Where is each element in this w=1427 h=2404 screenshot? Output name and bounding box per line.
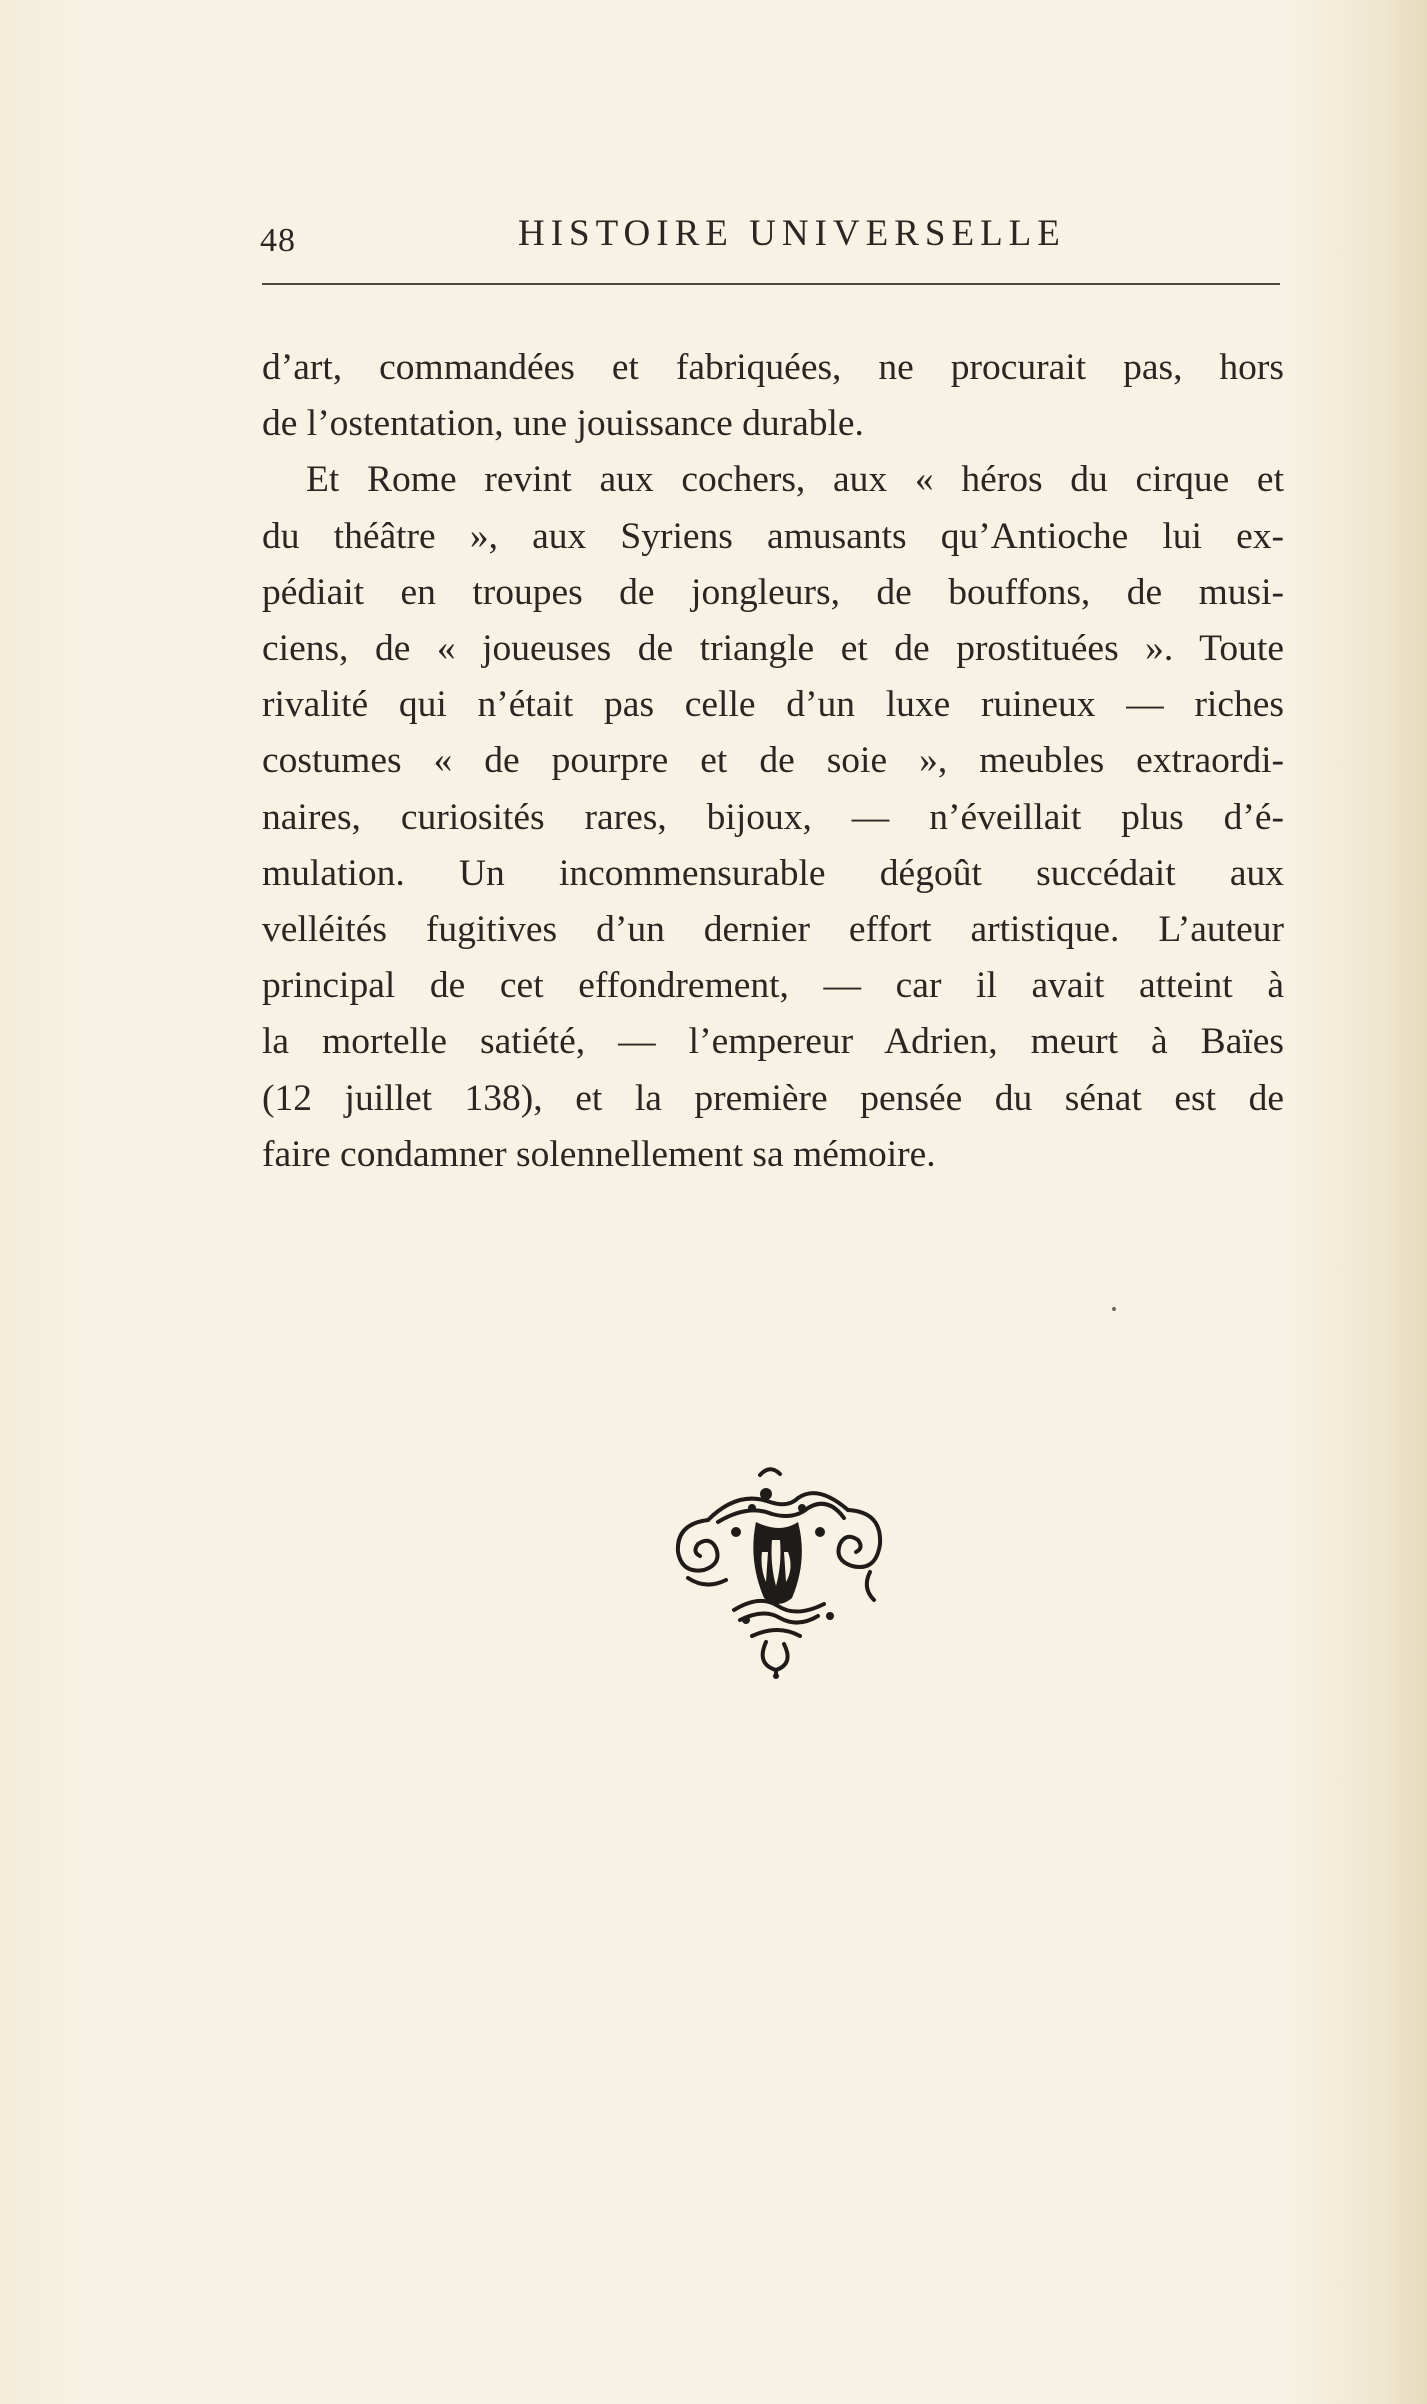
text-line: rivalité qui n’était pas celle d’un luxe ruineux — riches — [262, 684, 1284, 726]
text-line: costumes « de pourpre et de soie », meubles extraordi- — [262, 740, 1284, 782]
text-line: naires, curiosités rares, bijoux, — n’éveillait plus d’é- — [262, 796, 1284, 838]
text-line: pédiait en troupes de jongleurs, de bouffons, de musi- — [262, 571, 1284, 613]
text-line: ciens, de « joueuses de triangle et de prostituées ». Toute — [262, 628, 1284, 670]
text-line: d’art, commandées et fabriquées, ne procurait pas, hors — [262, 347, 1284, 388]
text-line: principal de cet effondrement, — car il avait atteint à — [262, 965, 1284, 1007]
text-line: du théâtre », aux Syriens amusants qu’Antioche lui ex- — [262, 515, 1284, 557]
running-head — [260, 212, 1280, 262]
text-line: faire condamner solennellement sa mémoire. — [262, 1133, 936, 1175]
page-number: 48 — [260, 222, 296, 259]
ink-speck — [1112, 1307, 1116, 1311]
fleuron-ornament-icon — [648, 1460, 908, 1680]
body-text — [262, 340, 1284, 1183]
text-line: de l’ostentation, une jouissance durable. — [262, 403, 864, 445]
running-title: HISTOIRE UNIVERSELLE — [518, 213, 1066, 254]
text-line: (12 juillet 138), et la première pensée du sénat est de — [262, 1077, 1284, 1119]
text-line: velléités fugitives d’un dernier effort artistique. L’auteur — [262, 909, 1284, 951]
text-line: mulation. Un incommensurable dégoût succédait aux — [262, 852, 1284, 894]
text-line: la mortelle satiété, — l’empereur Adrien, meurt à Baïes — [262, 1021, 1284, 1063]
text-line: Et Rome revint aux cochers, aux « héros du cirque et — [306, 459, 1284, 501]
header-rule — [262, 283, 1280, 285]
